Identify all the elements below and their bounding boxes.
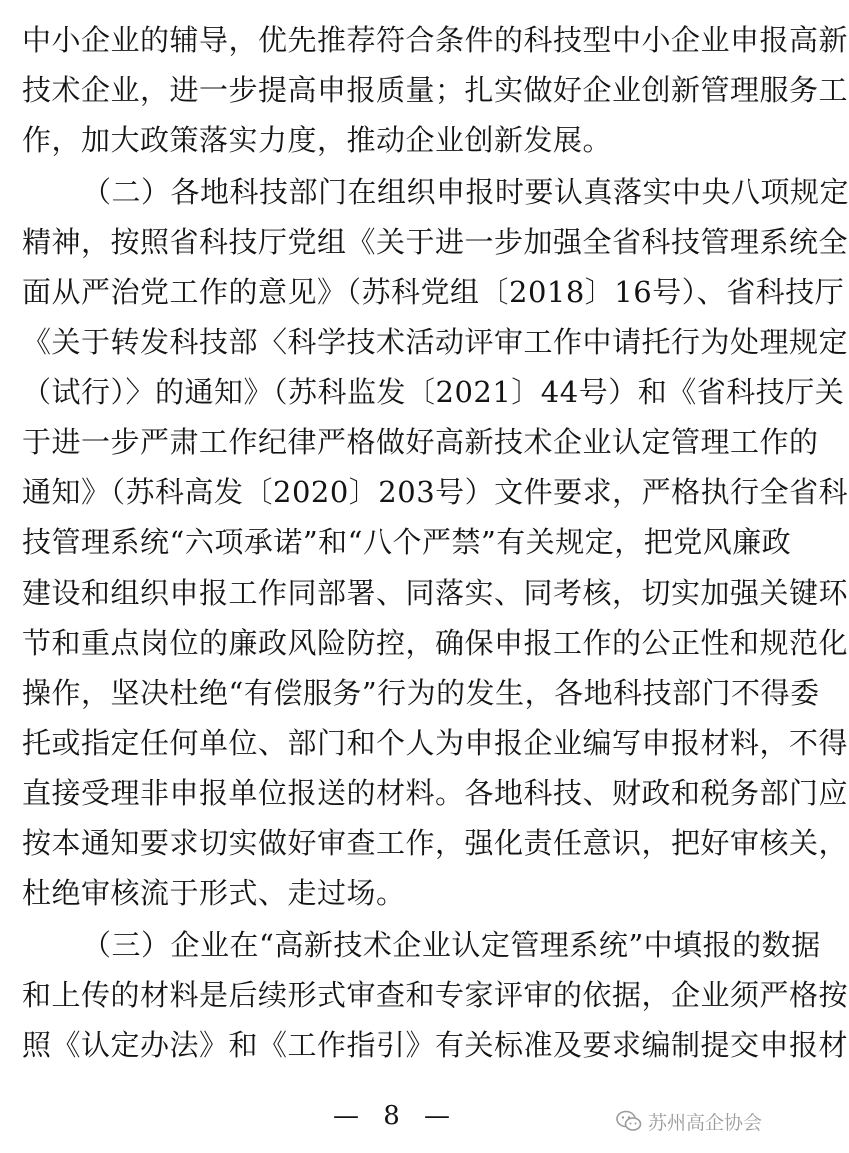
text-line: 中小企业的辅导，优先推荐符合条件的科技型中小企业申报高新: [22, 23, 849, 57]
wechat-icon: [616, 1110, 642, 1132]
text-line: 按本通知要求切实做好审查工作，强化责任意识，把好审核关，: [22, 826, 849, 860]
text-line: 杜绝审核流于形式、走过场。: [22, 876, 406, 910]
text-line: 建设和组织申报工作同部署、同落实、同考核，切实加强关键环: [22, 576, 849, 610]
text-line: 节和重点岗位的廉政风险防控，确保申报工作的公正性和规范化: [22, 626, 849, 660]
page-number: — 8 —: [332, 1101, 459, 1131]
text-line: 照《认定办法》和《工作指引》有关标准及要求编制提交申报材: [22, 1028, 849, 1062]
text-line: 作，加大政策落实力度，推动企业创新发展。: [22, 123, 613, 157]
text-line: 面从严治党工作的意见》（苏科党组〔2018〕16号）、省科技厅: [22, 275, 845, 309]
text-line: 操作，坚决杜绝“有偿服务”行为的发生，各地科技部门不得委: [22, 676, 820, 710]
text-line: 通知》（苏科高发〔2020〕203号）文件要求，严格执行全省科: [22, 475, 849, 509]
text-line: 技术企业，进一步提高申报质量；扎实做好企业创新管理服务工: [22, 73, 849, 107]
text-line: 于进一步严肃工作纪律严格做好高新技术企业认定管理工作的: [22, 425, 819, 459]
watermark: [616, 1104, 786, 1138]
text-line: 和上传的材料是后续形式审查和专家评审的依据，企业须严格按: [22, 978, 849, 1012]
text-line: 技管理系统“六项承诺”和“八个严禁”有关规定，把党风廉政: [22, 525, 792, 559]
text-line: （三）企业在“高新技术企业认定管理系统”中填报的数据: [82, 928, 821, 962]
text-line: 精神，按照省科技厅党组《关于进一步加强全省科技管理系统全: [22, 225, 849, 259]
text-line: 《关于转发科技部〈科学技术活动评审工作中请托行为处理规定: [22, 325, 849, 359]
watermark-text: 苏州高企协会: [648, 1111, 763, 1134]
text-line: （试行）〉的通知》（苏科监发〔2021〕44号）和《省科技厅关: [22, 375, 845, 409]
text-line: （二）各地科技部门在组织申报时要认真落实中央八项规定: [82, 175, 849, 209]
text-line: 托或指定任何单位、部门和个人为申报企业编写申报材料，不得: [22, 726, 849, 760]
text-line: 直接受理非申报单位报送的材料。各地科技、财政和税务部门应: [22, 776, 849, 810]
